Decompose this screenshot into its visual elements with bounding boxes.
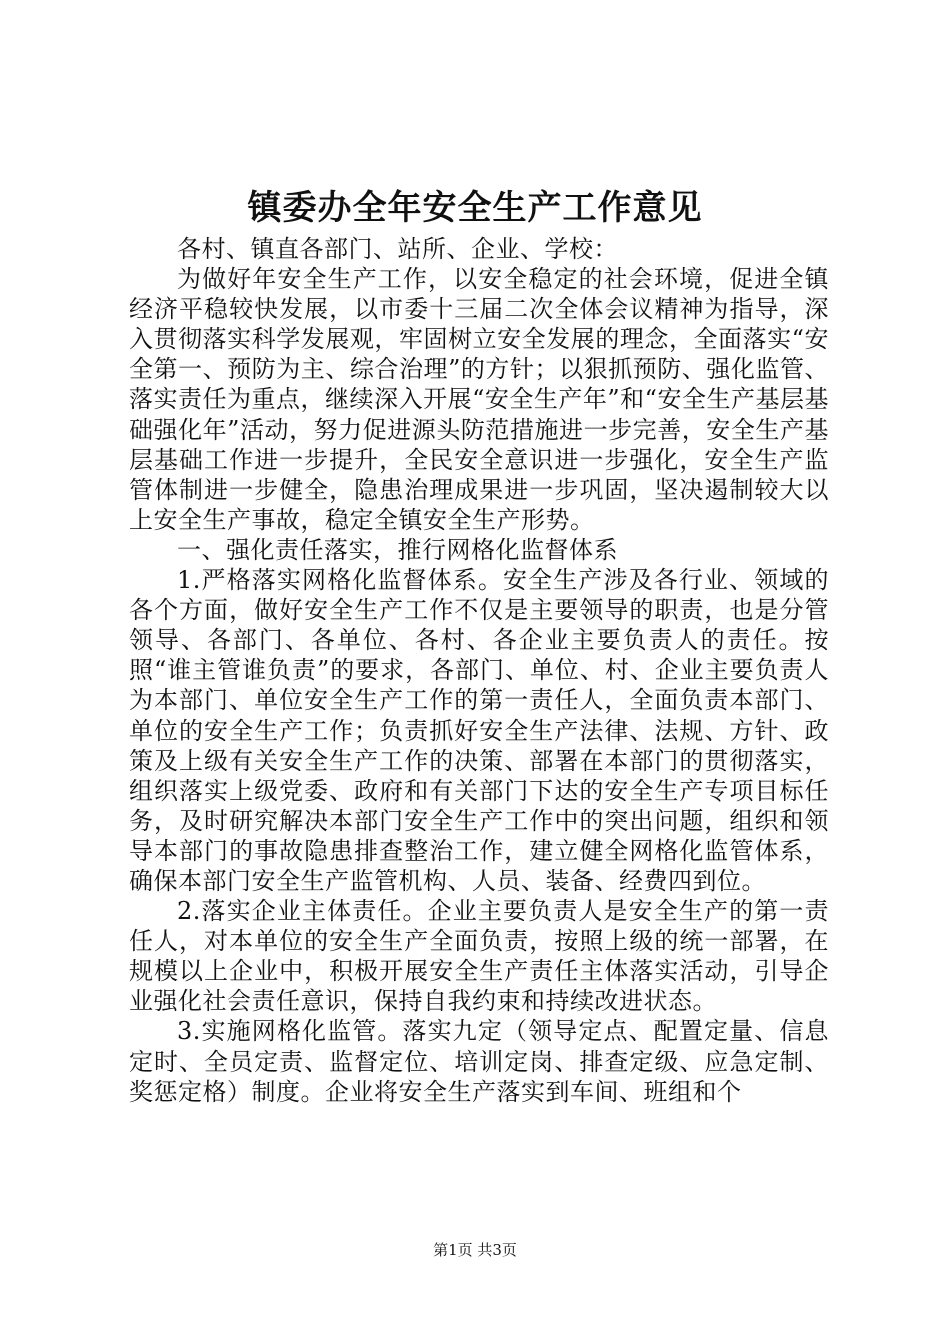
document-body — [129, 234, 829, 1107]
page-number-footer: 第1页 共3页 — [433, 1241, 517, 1259]
intro-paragraph: 为做好年安全生产工作，以安全稳定的社会环境，促进全镇经济平稳较快发展，以市委十三届二次全体会议精神为指导，深入贯彻落实科学发展观，牢固树立安全发展的理念，全面落实“安全第一、预防为主、综合治理”的方针；以狠抓预防、强化监管、落实责任为重点，继续深入开展“安全生产年”和“安全生产基层基础强化年”活动，努力促进源头防范措施进一步完善，安全生产基层基础工作进一步提升，全民安全意识进一步强化，安全生产监管体制进一步健全，隐患治理成果进一步巩固，坚决遏制较大以上安全生产事故，稳定全镇安全生产形势。 — [129, 265, 829, 534]
item-1-paragraph: 1.严格落实网格化监督体系。安全生产涉及各行业、领域的各个方面，做好安全生产工作不仅是主要领导的职责，也是分管领导、各部门、各单位、各村、各企业主要负责人的责任。按照“谁主管谁负责”的要求，各部门、单位、村、企业主要负责人为本部门、单位安全生产工作的第一责任人，全面负责本部门、单位的安全生产工作；负责抓好安全生产法律、法规、方针、政策及上级有关安全生产工作的决策、部署在本部门的贯彻落实，组织落实上级党委、政府和有关部门下达的安全生产专项目标任务，及时研究解决本部门安全生产工作中的突出问题，组织和领导本部门的事故隐患排查整治工作，建立健全网格化监管体系，确保本部门安全生产监管机构、人员、装备、经费四到位。 — [129, 566, 829, 895]
section-heading: 一、强化责任落实，推行网格化监督体系 — [177, 535, 618, 564]
document-title: 镇委办全年安全生产工作意见 — [247, 188, 703, 228]
salutation-paragraph: 各村、镇直各部门、站所、企业、学校： — [177, 235, 618, 263]
item-2-paragraph: 2.落实企业主体责任。企业主要负责人是安全生产的第一责任人，对本单位的安全生产全面负责，按照上级的统一部署，在规模以上企业中，积极开展安全生产责任主体落实活动，引导企业强化社会责任意识，保持自我约束和持续改进状态。 — [129, 897, 829, 1016]
item-3-paragraph: 3.实施网格化监管。落实九定（领导定点、配置定量、信息定时、全员定责、监督定位、培训定岗、排查定级、应急定制、奖惩定格）制度。企业将安全生产落实到车间、班组和个 — [129, 1017, 829, 1106]
